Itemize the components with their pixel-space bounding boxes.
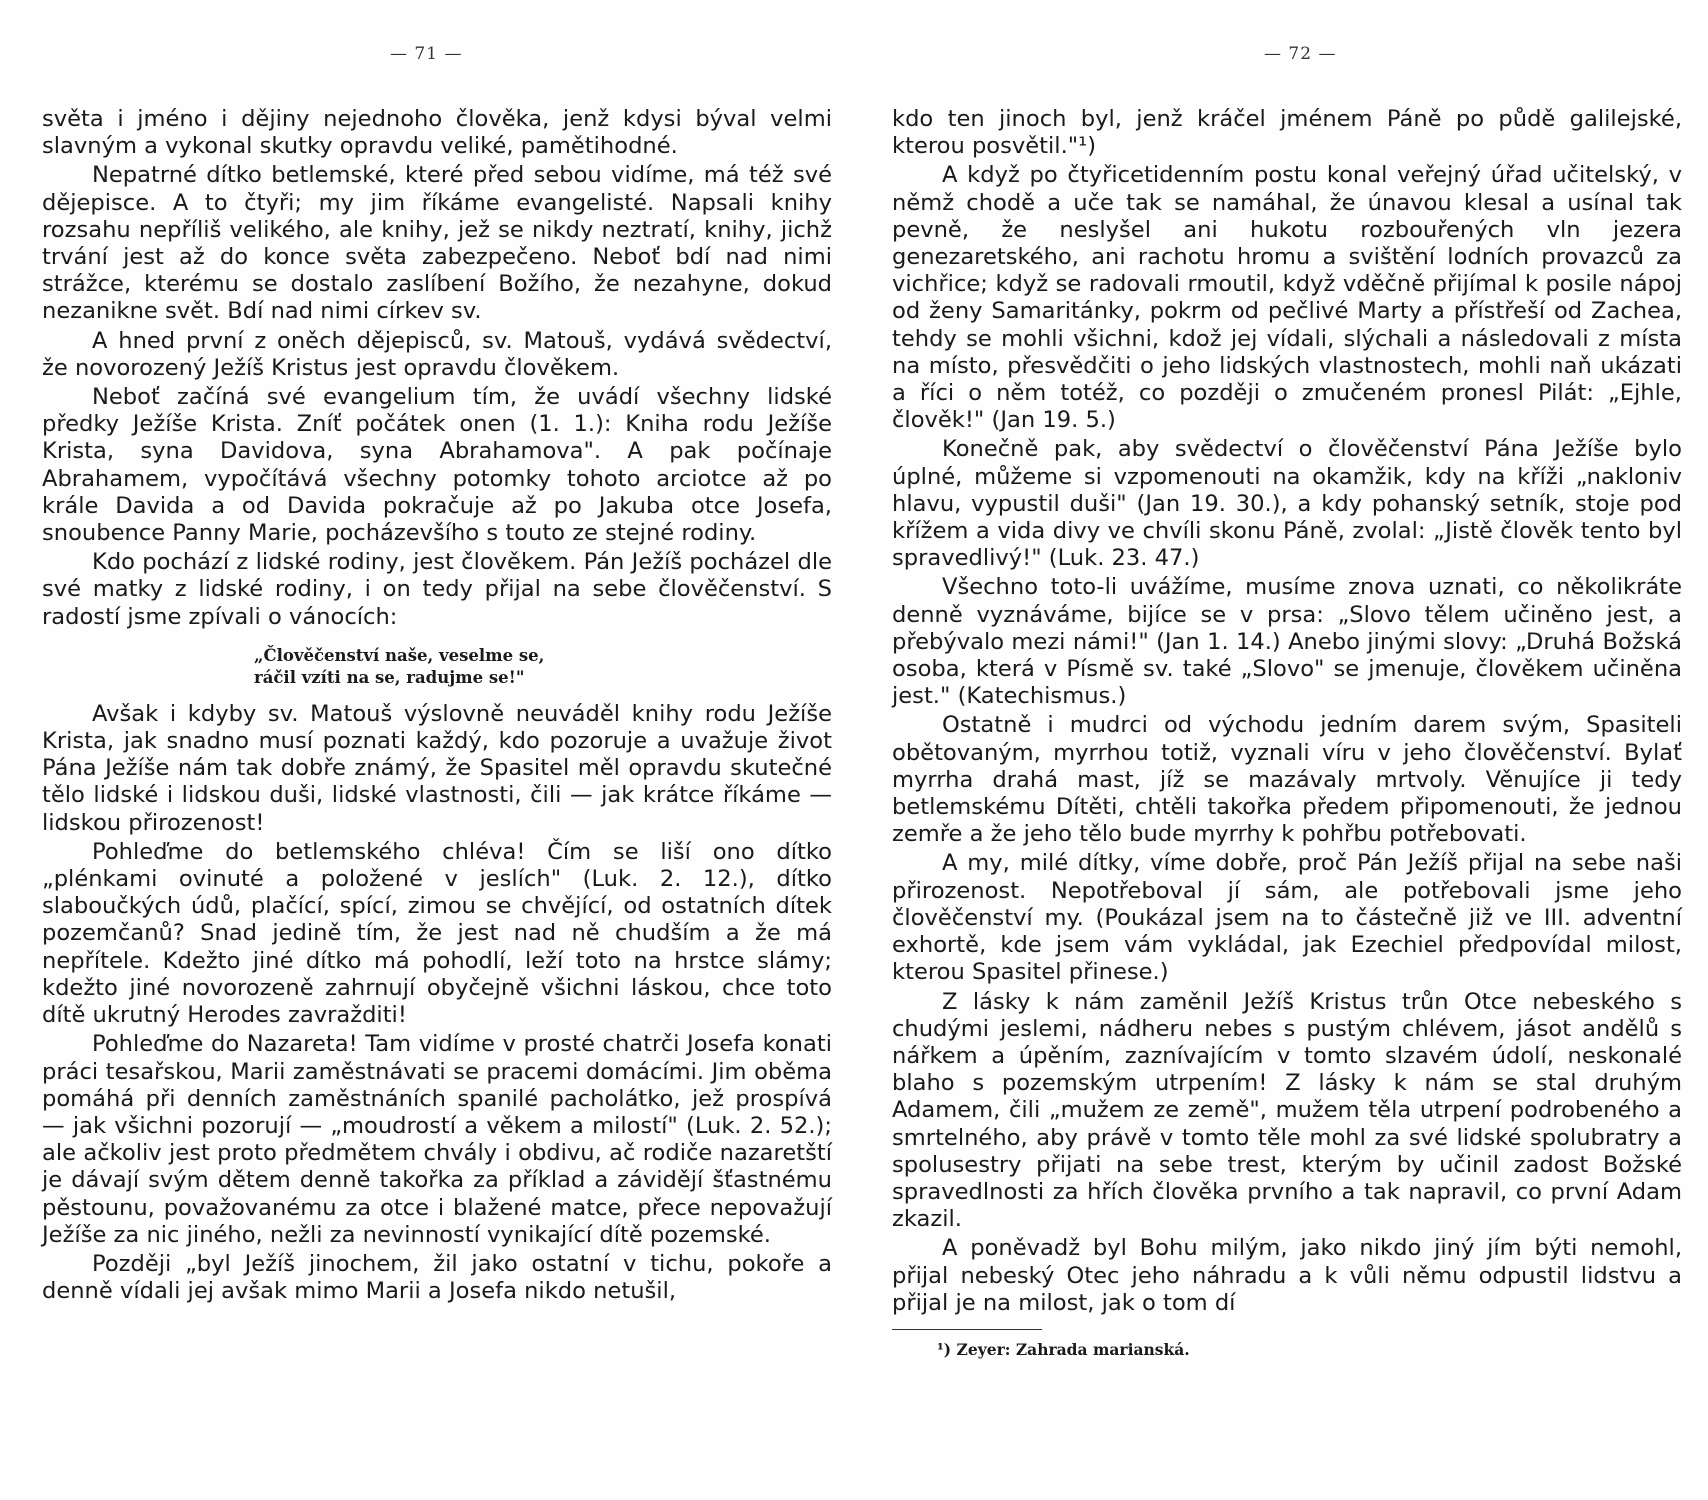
- paragraph: A poněvadž byl Bohu milým, jako nikdo jiný jím býti nemohl, přijal nebeský Otec jeho náhradu a k vůli němu odpustil lidstvu a přijal je na milost, jak o tom dí: [892, 1235, 1682, 1316]
- page-text: [892, 106, 1682, 1363]
- paragraph: Konečně pak, aby svědectví o člověčenství Pána Ježíše bylo úplné, můžeme si vzpomenouti na okamžik, kdy na kříži „nakloniv hlavu, vypustil duši" (Jan 19. 30.), a kdy pohanský setník, stoje pod křížem a vida divy ve chvíli skonu Páně, zvolal: „Jistě člověk tento byl spravedlivý!" (Luk. 23. 47.): [892, 436, 1682, 572]
- hymn-line: „Člověčenství naše, veselme se,: [254, 645, 545, 665]
- page-number: — 71 —: [390, 44, 463, 64]
- paragraph: A my, milé dítky, víme dobře, proč Pán Ježíš přijal na sebe naši přirozenost. Nepotřeboval jí sám, ale potřebovali jsme jeho člověčenství my. (Poukázal jsem na to částečně již ve III. adventní exhortě, kde jsem vám vykládal, jak Ezechiel předpovídal milost, kterou Spasitel přinese.): [892, 850, 1682, 986]
- footnote-divider: [892, 1329, 1042, 1330]
- right-page: [854, 0, 1708, 1500]
- hymn-line: ráčil vzíti na se, radujme se!": [254, 667, 525, 687]
- paragraph: Později „byl Ježíš jinochem, žil jako ostatní v tichu, pokoře a denně vídali jej avšak mimo Marii a Josefa nikdo netušil,: [42, 1250, 832, 1305]
- paragraph: A když po čtyřicetidenním postu konal veřejný úřad učitelský, v němž chodě a uče tak se namáhal, že únavou klesal a usínal tak pevně, že neslyšel ani hukotu rozbouřených vln jezera genezaretského, ani rachotu hromu a svištění lodních provazců za vichřice; když se radovali rmoutil, když vděčně přijímal k posile nápoj od ženy Samaritánky, pokrm od pečlivé Marty a přístřeší od Zachea, tehdy se mohli všichni, kdož jej vídali, slýchali a následovali z místa na místo, přesvědčiti o jeho lidských vlastnostech, mohli naň ukázati a říci o něm totéž, co později o zmučeném pronesl Pilát: „Ejhle, člověk!" (Jan 19. 5.): [892, 162, 1682, 434]
- paragraph: Ostatně i mudrci od východu jedním darem svým, Spasiteli obětovaným, myrrhou totiž, vyznali víru v jeho člověčenství. Bylať myrrha drahá mast, jíž se mazávaly mrtvoly. Věnujíce ji tedy betlemskému Dítěti, chtěli takořka předem připomenouti, že jednou zemře a že jeho tělo bude myrrhy k pohřbu potřebovati.: [892, 712, 1682, 848]
- paragraph: Pohleďme do Nazareta! Tam vidíme v prosté chatrči Josefa konati práci tesařskou, Marii zaměstnávati se pracemi domácími. Jim oběma pomáhá při denních zaměstnáních spanilé pacholátko, jež prospívá — jak všichni pozorují — „moudrostí a věkem a milostí" (Luk. 2. 52.); ale ačkoliv jest proto předmětem chvály i obdivu, ač rodiče nazaretští je dávají svým dětem denně takořka za příklad a závidějí šťastnému pěstounu, považovanému za otce i blažené matce, přece nepovažují Ježíše za nic jiného, nežli za nevinností vynikající dítě pozemské.: [42, 1031, 832, 1248]
- paragraph: Kdo pochází z lidské rodiny, jest člověkem. Pán Ježíš pocházel dle své matky z lidské rodiny, i on tedy přijal na sebe člověčenství. S radostí jsme zpívali o vánocích:: [42, 549, 832, 630]
- paragraph: kdo ten jinoch byl, jenž kráčel jménem Páně po půdě galilejské, kterou posvětil."¹): [892, 106, 1682, 160]
- footnote: ¹) Zeyer: Zahrada marianská.: [937, 1339, 1190, 1359]
- paragraph: světa i jméno i dějiny nejednoho člověka, jenž kdysi býval velmi slavným a vykonal skutky opravdu veliké, pamětihodné.: [42, 106, 832, 160]
- paragraph: Pohleďme do betlemského chléva! Čím se liší ono dítko „plénkami ovinuté a položené v jeslích" (Luk. 2. 12.), dítko slaboučkých údů, plačící, spící, zimou se chvějící, od ostatních dítek pozemčanů? Snad jedině tím, že jest nad ně chudším a že má nepřítele. Kdežto jiné dítko má pohodlí, leží toto na hrstce slámy; kdežto jiné novorozeně zahrnují obyčejně všichni láskou, chce toto dítě ukrutný Herodes zavražditi!: [42, 838, 832, 1029]
- paragraph: Avšak i kdyby sv. Matouš výslovně neuváděl knihy rodu Ježíše Krista, jak snadno musí poznati každý, kdo pozoruje a uvažuje život Pána Ježíše nám tak dobře známý, že Spasitel měl opravdu skutečné tělo lidské i lidskou duši, lidské vlastnosti, čili — jak krátce říkáme — lidskou přirozenost!: [42, 700, 832, 836]
- paragraph: A hned první z oněch dějepisců, sv. Matouš, vydává svědectví, že novorozený Ježíš Kristus jest opravdu člověkem.: [42, 327, 832, 381]
- paragraph: Všechno toto-li uvážíme, musíme znova uznati, co několikráte denně vyznáváme, bijíce se v prsa: „Slovo tělem učiněno jest, a přebývalo mezi námi!" (Jan 1. 14.) Anebo jinými slovy: „Druhá Božská osoba, která v Písmě sv. také „Slovo" se jmenuje, člověkem učiněna jest." (Katechismus.): [892, 574, 1682, 710]
- paragraph: Neboť začíná své evangelium tím, že uvádí všechny lidské předky Ježíše Krista. Zníť počátek onen (1. 1.): Kniha rodu Ježíše Krista, syna Davidova, syna Abrahamova". A pak počínaje Abrahamem, vypočítává všechny potomky tohoto arciotce až po krále Davida a od Davida pokračuje až po Jakuba otce Josefa, snoubence Panny Marie, pocházevšího s touto ze stejné rodiny.: [42, 384, 832, 547]
- page-number: — 72 —: [1264, 44, 1337, 64]
- paragraph: Z lásky k nám zaměnil Ježíš Kristus trůn Otce nebeského s chudými jeslemi, nádheru nebes s pustým chlévem, jásot andělů s nářkem a úpěním, zaznívajícím v tomto slzavém údolí, neskonalé blaho s pozemským utrpením! Z lásky k nám se stal druhým Adamem, čili „mužem ze země", mužem těla utrpení podrobeného a smrtelného, aby právě v tomto těle mohl za své lidské spolubratry a spolusestry přijati na sebe trest, kterým by učinil zadost Božské spravedlnosti za hřích člověka prvního a tak napravil, co první Adam zkazil.: [892, 988, 1682, 1233]
- page-text: [42, 106, 832, 1307]
- paragraph: Nepatrné dítko betlemské, které před sebou vidíme, má též své dějepisce. A to čtyři; my jim říkáme evangelisté. Napsali knihy rozsahu nepříliš velikého, ale knihy, jež se nikdy neztratí, knihy, jichž trvání jest až do konce světa zabezpečeno. Neboť bdí nad nimi strážce, kterému se dostalo zaslíbení Božího, že nezahyne, dokud nezanikne svět. Bdí nad nimi církev sv.: [42, 162, 832, 325]
- hymn-quote: [254, 645, 832, 689]
